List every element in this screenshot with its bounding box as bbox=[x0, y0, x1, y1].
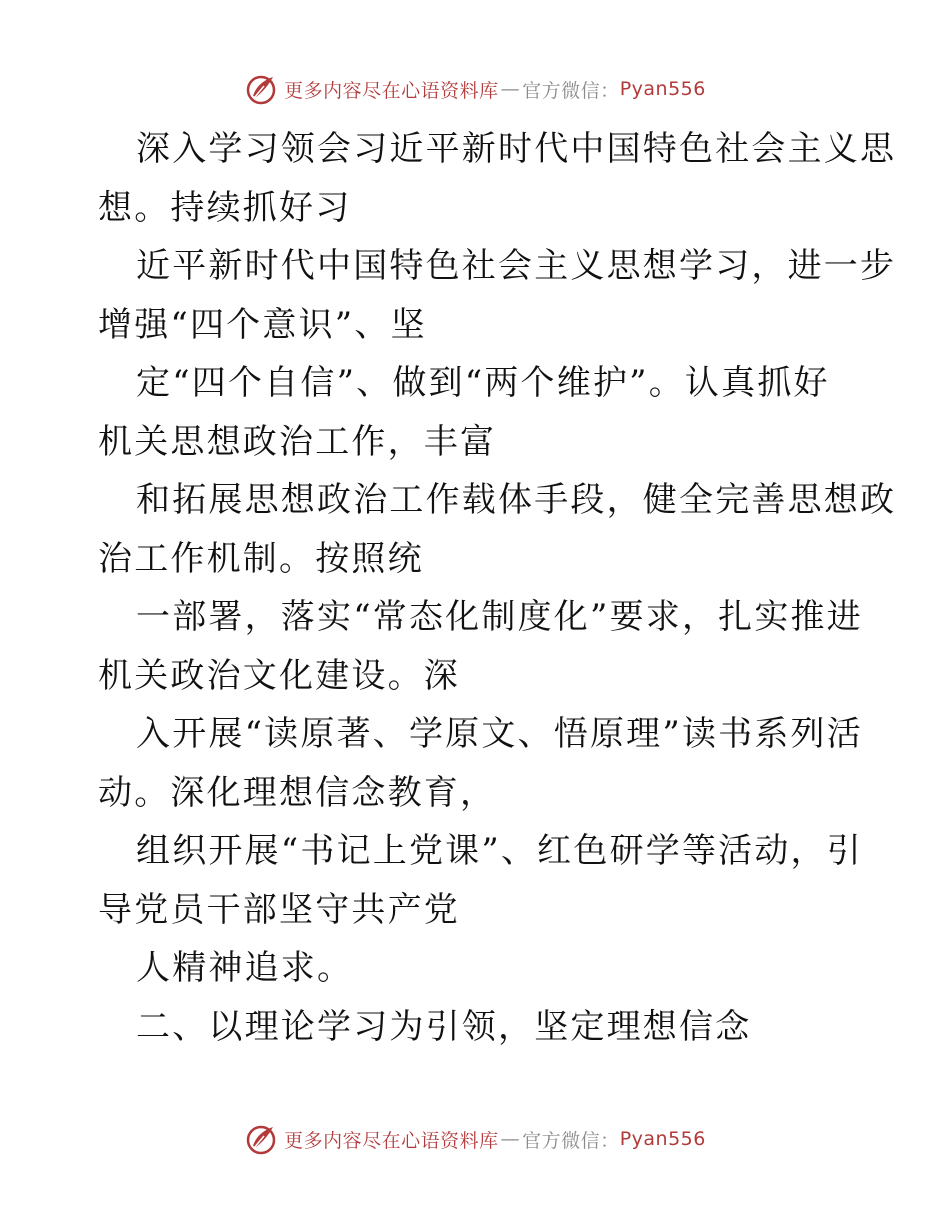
document-body bbox=[98, 120, 897, 1056]
watermark-dash: — bbox=[500, 1128, 521, 1150]
text-line: 深入学习领会习近平新时代中国特色社会主义思 bbox=[136, 129, 897, 169]
text-line: 组织开展“书记上党课”、红色研学等活动，引 bbox=[136, 831, 863, 871]
watermark-text: 更多内容尽在心语资料库 bbox=[284, 79, 499, 102]
text-line: 机关政治文化建设。深 bbox=[98, 655, 460, 696]
leaf-pen-logo-icon bbox=[244, 72, 278, 106]
watermark-text: 更多内容尽在心语资料库 bbox=[284, 1129, 499, 1152]
text-line: 和拓展思想政治工作载体手段，健全完善思想政 bbox=[136, 480, 897, 520]
watermark-wechat-id: Pyan556 bbox=[619, 1128, 706, 1150]
text-line: 一部署，落实“常态化制度化”要求，扎实推进 bbox=[136, 597, 863, 637]
watermark-wechat-label: 官方微信： bbox=[522, 79, 620, 102]
text-line: 近平新时代中国特色社会主义思想学习，进一步 bbox=[136, 246, 897, 286]
text-line: 机关思想政治工作，丰富 bbox=[98, 421, 497, 462]
text-line: 治工作机制。按照统 bbox=[98, 538, 424, 579]
text-line: 人精神追求。 bbox=[136, 948, 354, 988]
watermark-wechat-label: 官方微信： bbox=[522, 1129, 620, 1152]
watermark-dash: — bbox=[500, 78, 521, 100]
watermark-wechat-id: Pyan556 bbox=[619, 78, 706, 100]
section-heading: 二、以理论学习为引领，坚定理想信念 bbox=[136, 1006, 752, 1047]
text-line: 定“四个自信”、做到“两个维护”。认真抓好 bbox=[136, 363, 830, 403]
text-line: 导党员干部坚守共产党 bbox=[98, 889, 460, 930]
text-line: 增强“四个意识”、坚 bbox=[98, 304, 427, 345]
leaf-pen-logo-icon bbox=[244, 1122, 278, 1156]
text-line: 动。深化理想信念教育， bbox=[98, 772, 497, 813]
header-watermark bbox=[0, 72, 950, 106]
footer-watermark bbox=[0, 1122, 950, 1156]
text-line: 入开展“读原著、学原文、悟原理”读书系列活 bbox=[136, 714, 863, 754]
text-line: 想。持续抓好习 bbox=[98, 187, 352, 228]
